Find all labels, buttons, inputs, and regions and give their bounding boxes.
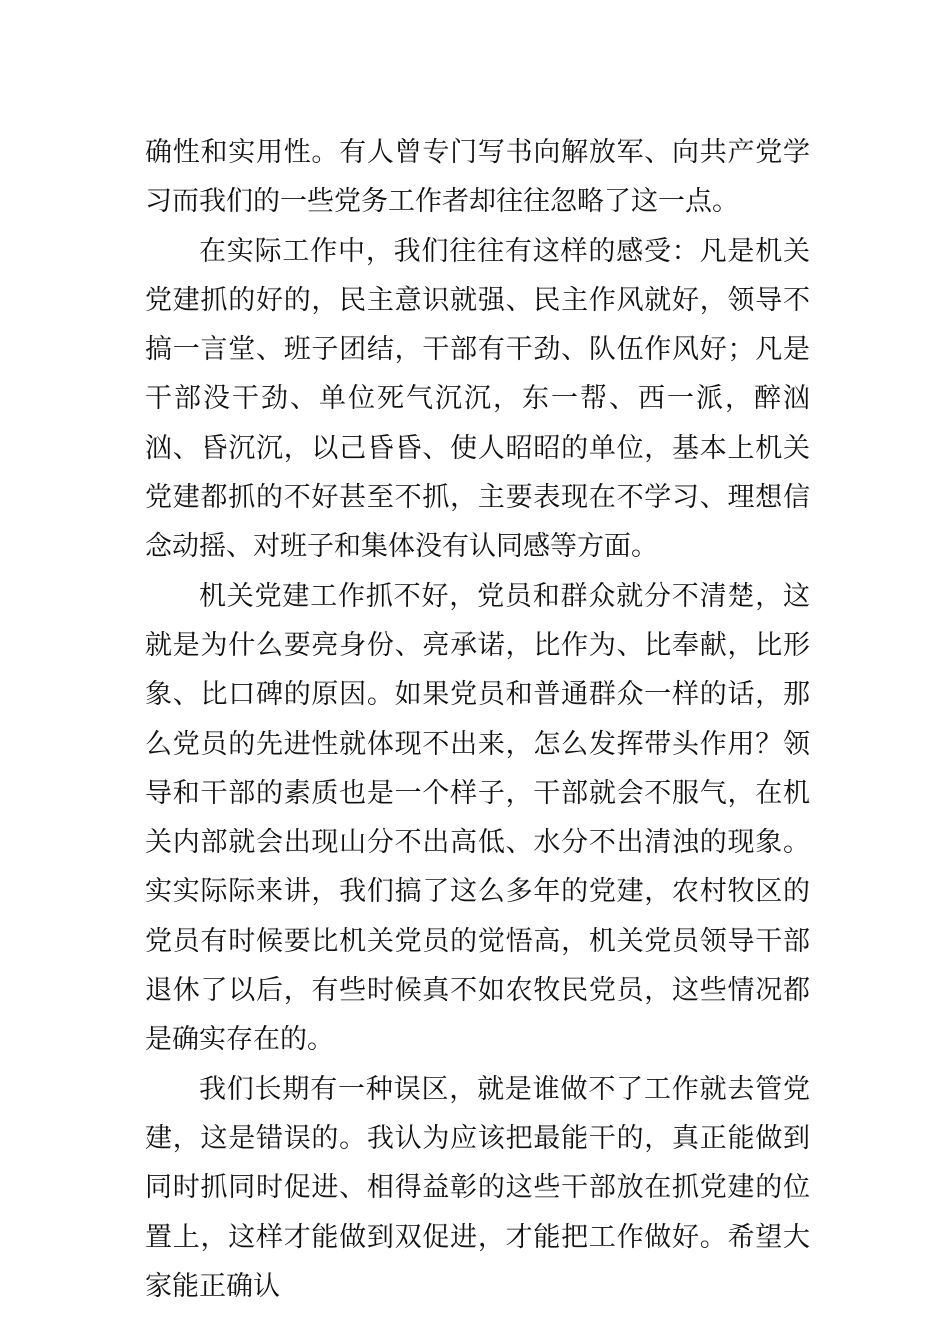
paragraph-party-building: 机关党建工作抓不好，党员和群众就分不清楚，这就是为什么要亮身份、亮承诺，比作为、比奉献，比形象、比口碑的原因。如果党员和普通群众一样的话，那么党员的先进性就体现不出来，怎么发挥带头作用？领导和干部的素质也是一个样子，干部就会不服气，在机关内部就会出现山分不出高低、水分不出清浊的现象。实实际际来讲，我们搞了这么多年的党建，农村牧区的党员有时候要比机关党员的觉悟高，机关党员领导干部退休了以后，有些时候真不如农牧民党员，这些情况都是确实存在的。 [145,580,810,1056]
document-body [145,128,810,1311]
paragraph-practical-work: 在实际工作中，我们往往有这样的感受：凡是机关党建抓的好的，民主意识就强、民主作风就好，领导不搞一言堂、班子团结，干部有干劲、队伍作风好；凡是干部没干劲、单位死气沉沉，东一帮、西一派，醉汹汹、昏沉沉，以己昏昏、使人昭昭的单位，基本上机关党建都抓的不好甚至不抓，主要表现在不学习、理想信念动摇、对班子和集体没有认同感等方面。 [145,235,810,563]
paragraph-continued: 确性和实用性。有人曾专门写书向解放军、向共产党学习而我们的一些党务工作者却往往忽略了这一点。 [145,137,810,218]
paragraph-misconception: 我们长期有一种误区，就是谁做不了工作就去管党建，这是错误的。我认为应该把最能干的，真正能做到同时抓同时促进、相得益彰的这些干部放在抓党建的位置上，这样才能做到双促进，才能把工作做好。希望大家能正确认 [145,1073,810,1302]
